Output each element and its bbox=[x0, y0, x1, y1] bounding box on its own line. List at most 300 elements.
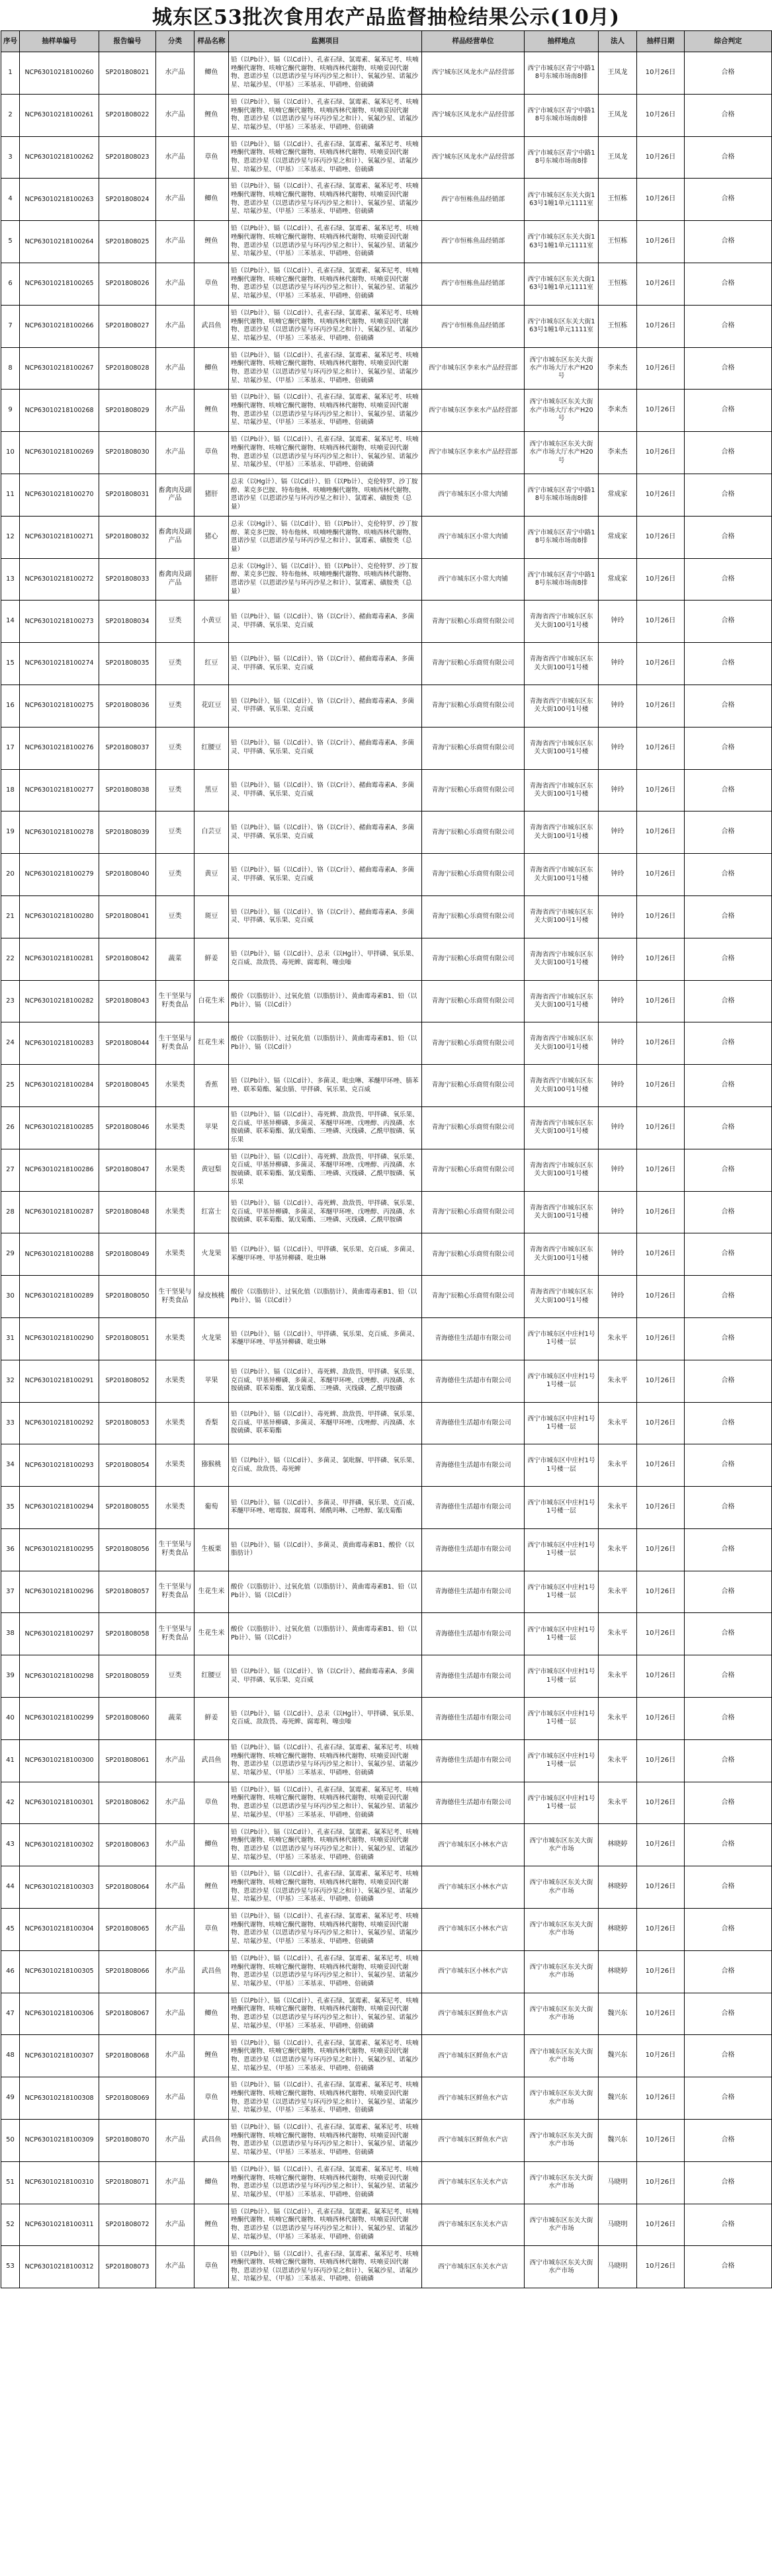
table-row bbox=[1, 769, 772, 811]
cell-report-id: SP201808072 bbox=[99, 2204, 156, 2246]
cell-no: 12 bbox=[1, 516, 20, 558]
header-no: 序号 bbox=[1, 31, 20, 52]
cell-sample-name: 苹果 bbox=[194, 1106, 229, 1149]
cell-sampling-date: 10月26日 bbox=[637, 390, 685, 432]
cell-sample-name: 红花生米 bbox=[194, 1022, 229, 1065]
cell-no: 28 bbox=[1, 1191, 20, 1233]
cell-result: 合格 bbox=[685, 1655, 772, 1698]
cell-result: 合格 bbox=[685, 1233, 772, 1276]
cell-test-items: 铅（以Pb计）、镉（以Cd计）、毒死蜱、敌敌畏、甲拌磷、氧乐果、克百威、甲基异柳磷、多菌灵、苯醚甲环唑、戊唑醇、丙溴磷、水胺硫磷、联苯菊酯 bbox=[229, 1402, 422, 1444]
cell-business-unit: 青海德佳生活超市有限公司 bbox=[422, 1487, 525, 1529]
cell-report-id: SP201808053 bbox=[99, 1402, 156, 1444]
cell-sampling-place: 青海省西宁市城东区东关大街100号1号楼 bbox=[525, 938, 599, 980]
table-row bbox=[1, 1613, 772, 1655]
cell-business-unit: 西宁市城东区东关水产店 bbox=[422, 2161, 525, 2204]
table-row bbox=[1, 727, 772, 769]
cell-test-items: 铅（以Pb计）、镉（以Cd计）、铬（以Cr计）、赭曲霉毒素A、多菌灵、甲拌磷、氧乐果、克百威 bbox=[229, 727, 422, 769]
cell-business-unit: 西宁市城东区李来水产品经营部 bbox=[422, 432, 525, 474]
cell-sample-id: NCP63010218100274 bbox=[20, 643, 99, 685]
cell-sample-name: 生板栗 bbox=[194, 1528, 229, 1571]
cell-sample-name: 鲤鱼 bbox=[194, 2035, 229, 2077]
cell-test-items: 铅（以Pb计）、镉（以Cd计）、毒死蜱、敌敌畏、甲拌磷、氧乐果、克百威、甲基异柳磷、多菌灵、苯醚甲环唑、戊唑醇、丙溴磷、水胺硫磷、联苯菊酯、氰戊菊酯、三唑磷、灭线磷、乙酰甲胺磷 bbox=[229, 1191, 422, 1233]
cell-category: 水果类 bbox=[156, 1065, 194, 1107]
cell-sampling-date: 10月26日 bbox=[637, 2161, 685, 2204]
cell-sample-name: 绿皮核桃 bbox=[194, 1276, 229, 1318]
cell-legal-person: 钟玲 bbox=[599, 895, 637, 938]
cell-no: 24 bbox=[1, 1022, 20, 1065]
cell-business-unit: 青海宁辰粮心乐商贸有限公司 bbox=[422, 1065, 525, 1107]
cell-legal-person: 朱永平 bbox=[599, 1655, 637, 1698]
cell-no: 11 bbox=[1, 474, 20, 516]
cell-sample-name: 鲜姜 bbox=[194, 1698, 229, 1740]
cell-no: 52 bbox=[1, 2204, 20, 2246]
cell-report-id: SP201808022 bbox=[99, 94, 156, 136]
cell-sample-name: 猪心 bbox=[194, 516, 229, 558]
cell-test-items: 铅（以Pb计）、镉（以Cd计）、铬（以Cr计）、赭曲霉毒素A、多菌灵、甲拌磷、氧乐果、克百威 bbox=[229, 769, 422, 811]
cell-test-items: 铅（以Pb计）、镉（以Cd计）、孔雀石绿、氯霉素、氟苯尼考、呋喃唑酮代谢物、呋喃它酮代谢物、呋喃西林代谢物、呋喃妥因代谢物、恩诺沙星（以恩诺沙星与环丙沙星之和计）、氧氟沙星、诺氟沙星、培氟沙星、（甲基）三苯基汞、甲硝唑、倍硫磷 bbox=[229, 2120, 422, 2162]
cell-sample-name: 猪肝 bbox=[194, 474, 229, 516]
cell-sample-name: 红腰豆 bbox=[194, 1655, 229, 1698]
cell-legal-person: 朱永平 bbox=[599, 1782, 637, 1824]
cell-business-unit: 青海宁辰粮心乐商贸有限公司 bbox=[422, 895, 525, 938]
cell-legal-person: 钟玲 bbox=[599, 727, 637, 769]
cell-sampling-place: 西宁市城东区青宁中路18号东城市场南8排 bbox=[525, 94, 599, 136]
cell-legal-person: 王恒栋 bbox=[599, 221, 637, 263]
cell-report-id: SP201808049 bbox=[99, 1233, 156, 1276]
cell-no: 29 bbox=[1, 1233, 20, 1276]
cell-report-id: SP201808037 bbox=[99, 727, 156, 769]
cell-sample-id: NCP63010218100284 bbox=[20, 1065, 99, 1107]
cell-business-unit: 西宁市城东区鲜鱼水产店 bbox=[422, 2035, 525, 2077]
cell-category: 生干坚果与籽类食品 bbox=[156, 1613, 194, 1655]
cell-test-items: 总汞（以Hg计）、镉（以Cd计）、铅（以Pb计）、克伦特罗、沙丁胺醇、莱克多巴胺、特布他林、呋喃唑酮代谢物、呋喃西林代谢物、恩诺沙星（以恩诺沙星与环丙沙星之和计）、氯霉素、磺胺类（总量） bbox=[229, 516, 422, 558]
cell-test-items: 铅（以Pb计）、镉（以Cd计）、孔雀石绿、氯霉素、氟苯尼考、呋喃唑酮代谢物、呋喃它酮代谢物、呋喃西林代谢物、呋喃妥因代谢物、恩诺沙星（以恩诺沙星与环丙沙星之和计）、氧氟沙星、诺氟沙星、培氟沙星、（甲基）三苯基汞、甲硝唑、倍硫磷 bbox=[229, 1909, 422, 1951]
cell-business-unit: 青海宁辰粮心乐商贸有限公司 bbox=[422, 643, 525, 685]
cell-sample-name: 草鱼 bbox=[194, 1782, 229, 1824]
cell-sample-name: 猕猴桃 bbox=[194, 1444, 229, 1487]
cell-sampling-place: 青海省西宁市城东区东关大街100号1号楼 bbox=[525, 811, 599, 854]
table-row bbox=[1, 1149, 772, 1191]
cell-report-id: SP201808066 bbox=[99, 1950, 156, 1993]
table-row bbox=[1, 2120, 772, 2162]
cell-business-unit: 西宁市城东区东关水产店 bbox=[422, 2246, 525, 2288]
cell-sampling-place: 西宁市城东区东关大街163号1幢1单元1111室 bbox=[525, 179, 599, 221]
cell-result: 合格 bbox=[685, 1402, 772, 1444]
cell-legal-person: 钟玲 bbox=[599, 1191, 637, 1233]
cell-no: 46 bbox=[1, 1950, 20, 1993]
cell-legal-person: 钟玲 bbox=[599, 601, 637, 643]
cell-sampling-date: 10月26日 bbox=[637, 136, 685, 179]
cell-legal-person: 王凤龙 bbox=[599, 136, 637, 179]
cell-category: 水产品 bbox=[156, 52, 194, 95]
cell-test-items: 铅（以Pb计）、镉（以Cd计）、孔雀石绿、氯霉素、氟苯尼考、呋喃唑酮代谢物、呋喃它酮代谢物、呋喃西林代谢物、呋喃妥因代谢物、恩诺沙星（以恩诺沙星与环丙沙星之和计）、氧氟沙星、诺氟沙星、培氟沙星、（甲基）三苯基汞、甲硝唑、倍硫磷 bbox=[229, 1782, 422, 1824]
cell-no: 14 bbox=[1, 601, 20, 643]
header-result: 综合判定 bbox=[685, 31, 772, 52]
cell-sampling-date: 10月26日 bbox=[637, 1191, 685, 1233]
cell-no: 2 bbox=[1, 94, 20, 136]
cell-report-id: SP201808071 bbox=[99, 2161, 156, 2204]
cell-no: 34 bbox=[1, 1444, 20, 1487]
cell-no: 1 bbox=[1, 52, 20, 95]
cell-sampling-date: 10月26日 bbox=[637, 1233, 685, 1276]
cell-no: 23 bbox=[1, 980, 20, 1022]
table-row bbox=[1, 1065, 772, 1107]
cell-sampling-place: 青海省西宁市城东区东关大街100号1号楼 bbox=[525, 769, 599, 811]
cell-business-unit: 青海宁辰粮心乐商贸有限公司 bbox=[422, 938, 525, 980]
cell-business-unit: 青海宁辰粮心乐商贸有限公司 bbox=[422, 1233, 525, 1276]
cell-result: 合格 bbox=[685, 558, 772, 601]
cell-sample-name: 鲫鱼 bbox=[194, 52, 229, 95]
cell-report-id: SP201808063 bbox=[99, 1824, 156, 1866]
cell-test-items: 铅（以Pb计）、镉（以Cd计）、孔雀石绿、氯霉素、氟苯尼考、呋喃唑酮代谢物、呋喃它酮代谢物、呋喃西林代谢物、呋喃妥因代谢物、恩诺沙星（以恩诺沙星与环丙沙星之和计）、氧氟沙星、诺氟沙星、培氟沙星、（甲基）三苯基汞、甲硝唑、倍硫磷 bbox=[229, 94, 422, 136]
cell-result: 合格 bbox=[685, 1444, 772, 1487]
cell-sample-id: NCP63010218100298 bbox=[20, 1655, 99, 1698]
cell-legal-person: 钟玲 bbox=[599, 938, 637, 980]
cell-sampling-place: 青海省西宁市城东区东关大街100号1号楼 bbox=[525, 685, 599, 727]
cell-category: 豆类 bbox=[156, 1655, 194, 1698]
cell-category: 水果类 bbox=[156, 1487, 194, 1529]
cell-legal-person: 朱永平 bbox=[599, 1528, 637, 1571]
cell-sample-id: NCP63010218100292 bbox=[20, 1402, 99, 1444]
cell-legal-person: 钟玲 bbox=[599, 769, 637, 811]
cell-category: 水产品 bbox=[156, 179, 194, 221]
cell-no: 21 bbox=[1, 895, 20, 938]
cell-business-unit: 青海宁辰粮心乐商贸有限公司 bbox=[422, 685, 525, 727]
cell-sampling-place: 西宁市城东区东关大街水产市场大厅水产H20号 bbox=[525, 432, 599, 474]
cell-category: 豆类 bbox=[156, 685, 194, 727]
cell-sample-id: NCP63010218100297 bbox=[20, 1613, 99, 1655]
table-row bbox=[1, 895, 772, 938]
cell-result: 合格 bbox=[685, 1022, 772, 1065]
cell-test-items: 铅（以Pb计）、镉（以Cd计）、孔雀石绿、氯霉素、氟苯尼考、呋喃唑酮代谢物、呋喃它酮代谢物、呋喃西林代谢物、呋喃妥因代谢物、恩诺沙星（以恩诺沙星与环丙沙星之和计）、氧氟沙星、诺氟沙星、培氟沙星、（甲基）三苯基汞、甲硝唑、倍硫磷 bbox=[229, 2204, 422, 2246]
cell-no: 3 bbox=[1, 136, 20, 179]
cell-sample-name: 武昌鱼 bbox=[194, 1950, 229, 1993]
cell-no: 10 bbox=[1, 432, 20, 474]
cell-category: 水产品 bbox=[156, 2161, 194, 2204]
cell-sampling-place: 西宁市城东区东关大街水产市场 bbox=[525, 2077, 599, 2120]
cell-sampling-date: 10月26日 bbox=[637, 1487, 685, 1529]
cell-sampling-date: 10月26日 bbox=[637, 601, 685, 643]
cell-sample-id: NCP63010218100283 bbox=[20, 1022, 99, 1065]
cell-sample-name: 猪肝 bbox=[194, 558, 229, 601]
cell-sampling-date: 10月26日 bbox=[637, 685, 685, 727]
cell-report-id: SP201808051 bbox=[99, 1317, 156, 1360]
table-row bbox=[1, 601, 772, 643]
cell-sampling-date: 10月26日 bbox=[637, 94, 685, 136]
cell-result: 合格 bbox=[685, 221, 772, 263]
cell-sampling-place: 青海省西宁市城东区东关大街100号1号楼 bbox=[525, 1276, 599, 1318]
cell-business-unit: 西宁市城东区鲜鱼水产店 bbox=[422, 2120, 525, 2162]
cell-report-id: SP201808046 bbox=[99, 1106, 156, 1149]
cell-sampling-place: 西宁市城东区中庄村1号1号楼一层 bbox=[525, 1402, 599, 1444]
cell-category: 豆类 bbox=[156, 601, 194, 643]
cell-sample-name: 火龙果 bbox=[194, 1233, 229, 1276]
cell-business-unit: 青海宁辰粮心乐商贸有限公司 bbox=[422, 1022, 525, 1065]
table-row bbox=[1, 643, 772, 685]
cell-business-unit: 青海德佳生活超市有限公司 bbox=[422, 1360, 525, 1402]
cell-legal-person: 钟玲 bbox=[599, 854, 637, 896]
cell-category: 水产品 bbox=[156, 2035, 194, 2077]
cell-legal-person: 常成家 bbox=[599, 558, 637, 601]
cell-sampling-date: 10月26日 bbox=[637, 1909, 685, 1951]
cell-sampling-place: 青海省西宁市城东区东关大街100号1号楼 bbox=[525, 1233, 599, 1276]
cell-sample-id: NCP63010218100278 bbox=[20, 811, 99, 854]
table-row bbox=[1, 558, 772, 601]
cell-sampling-place: 西宁市城东区东关大街水产市场 bbox=[525, 2204, 599, 2246]
table-row bbox=[1, 1993, 772, 2035]
cell-result: 合格 bbox=[685, 938, 772, 980]
cell-result: 合格 bbox=[685, 1866, 772, 1909]
table-row bbox=[1, 2077, 772, 2120]
cell-legal-person: 李来杰 bbox=[599, 432, 637, 474]
cell-category: 生干坚果与籽类食品 bbox=[156, 1528, 194, 1571]
cell-sampling-date: 10月26日 bbox=[637, 2120, 685, 2162]
cell-result: 合格 bbox=[685, 685, 772, 727]
cell-business-unit: 青海宁辰粮心乐商贸有限公司 bbox=[422, 980, 525, 1022]
cell-category: 水果类 bbox=[156, 1317, 194, 1360]
cell-report-id: SP201808054 bbox=[99, 1444, 156, 1487]
cell-no: 9 bbox=[1, 390, 20, 432]
cell-sample-id: NCP63010218100260 bbox=[20, 52, 99, 95]
header-category: 分类 bbox=[156, 31, 194, 52]
cell-test-items: 铅（以Pb计）、镉（以Cd计）、铬（以Cr计）、赭曲霉毒素A、多菌灵、甲拌磷、氧乐果、克百威 bbox=[229, 811, 422, 854]
cell-sampling-date: 10月26日 bbox=[637, 1106, 685, 1149]
cell-sampling-place: 西宁市城东区青宁中路18号东城市场南8排 bbox=[525, 474, 599, 516]
cell-business-unit: 青海宁辰粮心乐商贸有限公司 bbox=[422, 1276, 525, 1318]
cell-no: 41 bbox=[1, 1739, 20, 1782]
table-row bbox=[1, 1698, 772, 1740]
cell-legal-person: 王恒栋 bbox=[599, 263, 637, 305]
cell-sampling-place: 西宁市城东区东关大街水产市场 bbox=[525, 1993, 599, 2035]
results-table bbox=[1, 30, 772, 2288]
cell-report-id: SP201808057 bbox=[99, 1571, 156, 1613]
cell-business-unit: 西宁市恒栋鱼品经销部 bbox=[422, 305, 525, 347]
cell-no: 53 bbox=[1, 2246, 20, 2288]
cell-sampling-place: 西宁市城东区东关大街水产市场大厅水产H20号 bbox=[525, 347, 599, 390]
cell-no: 22 bbox=[1, 938, 20, 980]
cell-sample-name: 红腰豆 bbox=[194, 727, 229, 769]
cell-no: 50 bbox=[1, 2120, 20, 2162]
cell-result: 合格 bbox=[685, 1317, 772, 1360]
cell-category: 生干坚果与籽类食品 bbox=[156, 980, 194, 1022]
cell-sample-id: NCP63010218100268 bbox=[20, 390, 99, 432]
cell-business-unit: 青海宁辰粮心乐商贸有限公司 bbox=[422, 1149, 525, 1191]
cell-sampling-place: 西宁市城东区中庄村1号1号楼一层 bbox=[525, 1317, 599, 1360]
cell-legal-person: 钟玲 bbox=[599, 1022, 637, 1065]
cell-test-items: 铅（以Pb计）、镉（以Cd计）、孔雀石绿、氯霉素、氟苯尼考、呋喃唑酮代谢物、呋喃它酮代谢物、呋喃西林代谢物、呋喃妥因代谢物、恩诺沙星（以恩诺沙星与环丙沙星之和计）、氧氟沙星、诺氟沙星、培氟沙星、（甲基）三苯基汞、甲硝唑、倍硫磷 bbox=[229, 2161, 422, 2204]
cell-result: 合格 bbox=[685, 1065, 772, 1107]
cell-report-id: SP201808029 bbox=[99, 390, 156, 432]
cell-business-unit: 西宁城东区凤龙水产品经营部 bbox=[422, 52, 525, 95]
cell-sampling-date: 10月26日 bbox=[637, 1866, 685, 1909]
cell-no: 49 bbox=[1, 2077, 20, 2120]
cell-sampling-date: 10月26日 bbox=[637, 769, 685, 811]
cell-legal-person: 朱永平 bbox=[599, 1444, 637, 1487]
cell-sample-id: NCP63010218100271 bbox=[20, 516, 99, 558]
table-row bbox=[1, 1528, 772, 1571]
cell-sample-id: NCP63010218100266 bbox=[20, 305, 99, 347]
cell-business-unit: 西宁市恒栋鱼品经销部 bbox=[422, 221, 525, 263]
cell-result: 合格 bbox=[685, 2246, 772, 2288]
cell-business-unit: 西宁市恒栋鱼品经销部 bbox=[422, 263, 525, 305]
cell-category: 畜禽肉及副产品 bbox=[156, 516, 194, 558]
cell-business-unit: 青海德佳生活超市有限公司 bbox=[422, 1739, 525, 1782]
table-row bbox=[1, 1276, 772, 1318]
cell-category: 水产品 bbox=[156, 2246, 194, 2288]
cell-sample-id: NCP63010218100282 bbox=[20, 980, 99, 1022]
cell-result: 合格 bbox=[685, 1782, 772, 1824]
cell-legal-person: 朱永平 bbox=[599, 1571, 637, 1613]
table-row bbox=[1, 1444, 772, 1487]
table-body bbox=[1, 52, 772, 2288]
cell-sample-id: NCP63010218100277 bbox=[20, 769, 99, 811]
table-row bbox=[1, 1402, 772, 1444]
cell-business-unit: 西宁市城东区东关水产店 bbox=[422, 2204, 525, 2246]
cell-sample-id: NCP63010218100272 bbox=[20, 558, 99, 601]
cell-result: 合格 bbox=[685, 1487, 772, 1529]
cell-sample-id: NCP63010218100311 bbox=[20, 2204, 99, 2246]
cell-category: 水产品 bbox=[156, 1909, 194, 1951]
cell-sample-id: NCP63010218100308 bbox=[20, 2077, 99, 2120]
cell-sampling-place: 西宁市城东区中庄村1号1号楼一层 bbox=[525, 1782, 599, 1824]
cell-sampling-date: 10月26日 bbox=[637, 1402, 685, 1444]
cell-test-items: 铅（以Pb计）、镉（以Cd计）、多菌灵、甲拌磷、氧乐果、克百威、苯醚甲环唑、嘧霉胺、腐霉利、烯酰吗啉、己唑醇、氰戊菊酯 bbox=[229, 1487, 422, 1529]
cell-sampling-place: 西宁市城东区中庄村1号1号楼一层 bbox=[525, 1528, 599, 1571]
cell-sample-id: NCP63010218100281 bbox=[20, 938, 99, 980]
cell-no: 43 bbox=[1, 1824, 20, 1866]
cell-sampling-date: 10月26日 bbox=[637, 727, 685, 769]
cell-sampling-date: 10月26日 bbox=[637, 263, 685, 305]
cell-no: 38 bbox=[1, 1613, 20, 1655]
cell-sampling-place: 青海省西宁市城东区东关大街100号1号楼 bbox=[525, 980, 599, 1022]
cell-sampling-date: 10月26日 bbox=[637, 1360, 685, 1402]
table-row bbox=[1, 938, 772, 980]
cell-sample-id: NCP63010218100295 bbox=[20, 1528, 99, 1571]
cell-sample-id: NCP63010218100291 bbox=[20, 1360, 99, 1402]
cell-test-items: 总汞（以Hg计）、镉（以Cd计）、铅（以Pb计）、克伦特罗、沙丁胺醇、莱克多巴胺、特布他林、呋喃唑酮代谢物、呋喃西林代谢物、恩诺沙星（以恩诺沙星与环丙沙星之和计）、氯霉素、磺胺类（总量） bbox=[229, 558, 422, 601]
cell-business-unit: 西宁市恒栋鱼品经销部 bbox=[422, 179, 525, 221]
cell-sample-id: NCP63010218100294 bbox=[20, 1487, 99, 1529]
cell-legal-person: 李来杰 bbox=[599, 390, 637, 432]
cell-legal-person: 钟玲 bbox=[599, 685, 637, 727]
cell-result: 合格 bbox=[685, 2204, 772, 2246]
cell-report-id: SP201808043 bbox=[99, 980, 156, 1022]
cell-sample-name: 鲤鱼 bbox=[194, 1866, 229, 1909]
cell-sampling-date: 10月26日 bbox=[637, 179, 685, 221]
cell-sample-id: NCP63010218100267 bbox=[20, 347, 99, 390]
cell-sample-name: 草鱼 bbox=[194, 136, 229, 179]
cell-result: 合格 bbox=[685, 980, 772, 1022]
table-row bbox=[1, 179, 772, 221]
cell-no: 30 bbox=[1, 1276, 20, 1318]
header-row bbox=[1, 31, 772, 52]
cell-sampling-date: 10月26日 bbox=[637, 1613, 685, 1655]
cell-sample-id: NCP63010218100275 bbox=[20, 685, 99, 727]
cell-result: 合格 bbox=[685, 1993, 772, 2035]
page-title: 城东区53批次食用农产品监督抽检结果公示(10月) bbox=[152, 6, 620, 29]
cell-test-items: 铅（以Pb计）、镉（以Cd计）、铬（以Cr计）、赭曲霉毒素A、多菌灵、甲拌磷、氧乐果、克百威 bbox=[229, 685, 422, 727]
cell-business-unit: 西宁城东区凤龙水产品经营部 bbox=[422, 94, 525, 136]
cell-test-items: 铅（以Pb计）、镉（以Cd计）、孔雀石绿、氯霉素、氟苯尼考、呋喃唑酮代谢物、呋喃它酮代谢物、呋喃西林代谢物、呋喃妥因代谢物、恩诺沙星（以恩诺沙星与环丙沙星之和计）、氧氟沙星、诺氟沙星、培氟沙星、（甲基）三苯基汞、甲硝唑、倍硫磷 bbox=[229, 1866, 422, 1909]
cell-legal-person: 魏兴东 bbox=[599, 2035, 637, 2077]
header-sampling-date: 抽样日期 bbox=[637, 31, 685, 52]
cell-sample-name: 香梨 bbox=[194, 1402, 229, 1444]
cell-category: 豆类 bbox=[156, 727, 194, 769]
cell-test-items: 铅（以Pb计）、镉（以Cd计）、铬（以Cr计）、赭曲霉毒素A、多菌灵、甲拌磷、氧乐果、克百威 bbox=[229, 643, 422, 685]
cell-test-items: 铅（以Pb计）、镉（以Cd计）、孔雀石绿、氯霉素、氟苯尼考、呋喃唑酮代谢物、呋喃它酮代谢物、呋喃西林代谢物、呋喃妥因代谢物、恩诺沙星（以恩诺沙星与环丙沙星之和计）、氧氟沙星、诺氟沙星、培氟沙星、（甲基）三苯基汞、甲硝唑、倍硫磷 bbox=[229, 1739, 422, 1782]
cell-result: 合格 bbox=[685, 1276, 772, 1318]
cell-sample-id: NCP63010218100305 bbox=[20, 1950, 99, 1993]
cell-legal-person: 马晓明 bbox=[599, 2246, 637, 2288]
cell-legal-person: 钟玲 bbox=[599, 643, 637, 685]
cell-no: 5 bbox=[1, 221, 20, 263]
cell-business-unit: 青海德佳生活超市有限公司 bbox=[422, 1444, 525, 1487]
cell-report-id: SP201808039 bbox=[99, 811, 156, 854]
cell-sampling-place: 西宁市城东区东关大街水产市场 bbox=[525, 1950, 599, 1993]
cell-result: 合格 bbox=[685, 432, 772, 474]
cell-business-unit: 西宁市城东区小常大肉铺 bbox=[422, 516, 525, 558]
cell-sampling-place: 西宁市城东区中庄村1号1号楼一层 bbox=[525, 1444, 599, 1487]
cell-test-items: 铅（以Pb计）、镉（以Cd计）、甲拌磷、氧乐果、克百威、多菌灵、苯醚甲环唑、甲基异柳磷、吡虫啉 bbox=[229, 1317, 422, 1360]
cell-result: 合格 bbox=[685, 2077, 772, 2120]
cell-category: 水产品 bbox=[156, 347, 194, 390]
cell-category: 水产品 bbox=[156, 136, 194, 179]
table-row bbox=[1, 1824, 772, 1866]
cell-legal-person: 王恒栋 bbox=[599, 179, 637, 221]
cell-business-unit: 西宁城东区凤龙水产品经营部 bbox=[422, 136, 525, 179]
cell-test-items: 铅（以Pb计）、镉（以Cd计）、孔雀石绿、氯霉素、氟苯尼考、呋喃唑酮代谢物、呋喃它酮代谢物、呋喃西林代谢物、呋喃妥因代谢物、恩诺沙星（以恩诺沙星与环丙沙星之和计）、氧氟沙星、诺氟沙星、培氟沙星、（甲基）三苯基汞、甲硝唑、倍硫磷 bbox=[229, 263, 422, 305]
cell-sample-id: NCP63010218100279 bbox=[20, 854, 99, 896]
cell-sampling-place: 西宁市城东区东关大街水产市场 bbox=[525, 1824, 599, 1866]
cell-sampling-date: 10月26日 bbox=[637, 516, 685, 558]
cell-category: 水产品 bbox=[156, 263, 194, 305]
cell-report-id: SP201808040 bbox=[99, 854, 156, 896]
cell-sample-id: NCP63010218100306 bbox=[20, 1993, 99, 2035]
cell-test-items: 铅（以Pb计）、镉（以Cd计）、毒死蜱、敌敌畏、甲拌磷、氧乐果、克百威、甲基异柳磷、多菌灵、苯醚甲环唑、戊唑醇、丙溴磷、水胺硫磷、联苯菊酯、氰戊菊酯、三唑磷、灭线磷、乙酰甲胺磷、氧乐果 bbox=[229, 1149, 422, 1191]
cell-category: 蔬菜 bbox=[156, 1698, 194, 1740]
cell-test-items: 铅（以Pb计）、镉（以Cd计）、多菌灵、吡虫啉、苯醚甲环唑、腈苯唑、联苯菊酯、氟虫腈、甲拌磷、氧乐果、克百威 bbox=[229, 1065, 422, 1107]
cell-report-id: SP201808050 bbox=[99, 1276, 156, 1318]
cell-test-items: 铅（以Pb计）、镉（以Cd计）、总汞（以Hg计）、甲拌磷、氧乐果、克百威、敌敌畏、毒死蜱、腐霉利、噻虫嗪 bbox=[229, 1698, 422, 1740]
table-row bbox=[1, 1487, 772, 1529]
cell-no: 15 bbox=[1, 643, 20, 685]
cell-sampling-place: 西宁市城东区东关大街163号1幢1单元1111室 bbox=[525, 305, 599, 347]
table-row bbox=[1, 1782, 772, 1824]
cell-business-unit: 西宁市城东区小林水产店 bbox=[422, 1824, 525, 1866]
cell-sampling-date: 10月26日 bbox=[637, 432, 685, 474]
cell-category: 生干坚果与籽类食品 bbox=[156, 1022, 194, 1065]
cell-result: 合格 bbox=[685, 769, 772, 811]
table-row bbox=[1, 221, 772, 263]
cell-test-items: 铅（以Pb计）、镉（以Cd计）、孔雀石绿、氯霉素、氟苯尼考、呋喃唑酮代谢物、呋喃它酮代谢物、呋喃西林代谢物、呋喃妥因代谢物、恩诺沙星（以恩诺沙星与环丙沙星之和计）、氧氟沙星、诺氟沙星、培氟沙星、（甲基）三苯基汞、甲硝唑、倍硫磷 bbox=[229, 390, 422, 432]
cell-category: 豆类 bbox=[156, 895, 194, 938]
cell-business-unit: 青海宁辰粮心乐商贸有限公司 bbox=[422, 854, 525, 896]
cell-report-id: SP201808032 bbox=[99, 516, 156, 558]
cell-test-items: 铅（以Pb计）、镉（以Cd计）、甲拌磷、氧乐果、克百威、多菌灵、苯醚甲环唑、甲基异柳磷、吡虫啉 bbox=[229, 1233, 422, 1276]
table-row bbox=[1, 305, 772, 347]
cell-business-unit: 青海德佳生活超市有限公司 bbox=[422, 1613, 525, 1655]
cell-sampling-place: 西宁市城东区中庄村1号1号楼一层 bbox=[525, 1613, 599, 1655]
table-row bbox=[1, 263, 772, 305]
cell-no: 39 bbox=[1, 1655, 20, 1698]
cell-legal-person: 朱永平 bbox=[599, 1487, 637, 1529]
cell-result: 合格 bbox=[685, 1149, 772, 1191]
table-row bbox=[1, 2161, 772, 2204]
cell-legal-person: 朱永平 bbox=[599, 1402, 637, 1444]
table-row bbox=[1, 2035, 772, 2077]
cell-legal-person: 林晓婷 bbox=[599, 1950, 637, 1993]
cell-category: 水产品 bbox=[156, 1866, 194, 1909]
